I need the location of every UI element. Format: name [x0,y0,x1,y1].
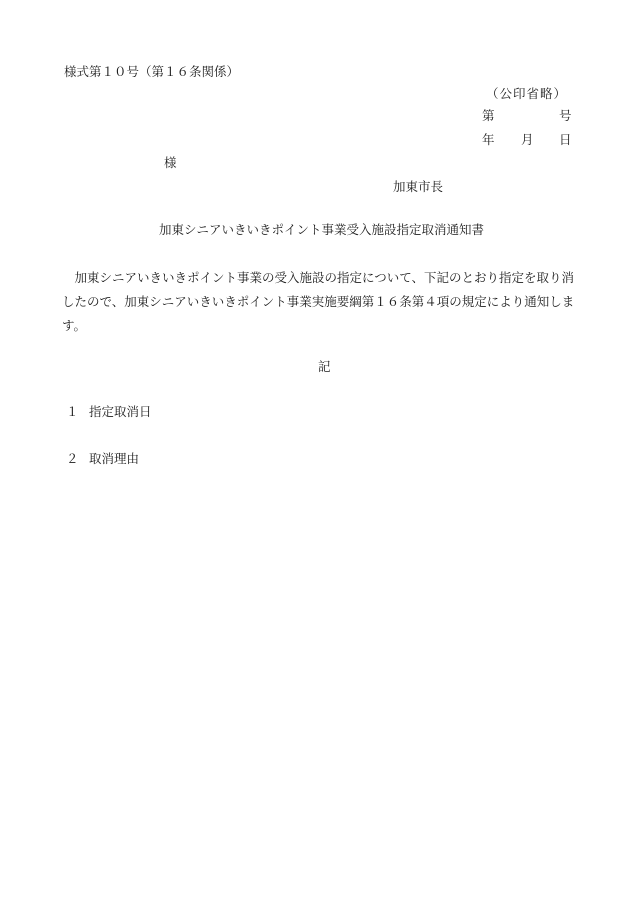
item-number: ２ [66,451,79,466]
form-label: 様式第１０号（第１６条関係） [64,64,240,79]
date-year: 年 [482,132,495,147]
document-title: 加東シニアいきいきポイント事業受入施設指定取消通知書 [159,222,485,237]
body-line: す。 [62,318,87,333]
ki-heading: 記 [318,359,331,374]
document-number-suffix: 号 [559,108,572,123]
body-line: したので、加東シニアいきいきポイント事業実施要綱第１６条第４項の規定により通知しま [62,294,575,309]
body-line: 加東シニアいきいきポイント事業の受入施設の指定について、下記のとおり指定を取り消 [74,270,575,285]
date-day: 日 [559,132,572,147]
item-number: １ [66,404,79,419]
sender-name: 加東市長 [393,179,444,194]
seal-omitted-note: （公印省略） [486,86,568,101]
document-number-prefix: 第 [482,108,495,123]
date-month: 月 [521,132,534,147]
item-label-revocation-date: 指定取消日 [89,404,152,419]
item-label-revocation-reason: 取消理由 [89,451,140,466]
recipient-honorific: 様 [164,155,177,170]
body-paragraph [62,266,582,338]
